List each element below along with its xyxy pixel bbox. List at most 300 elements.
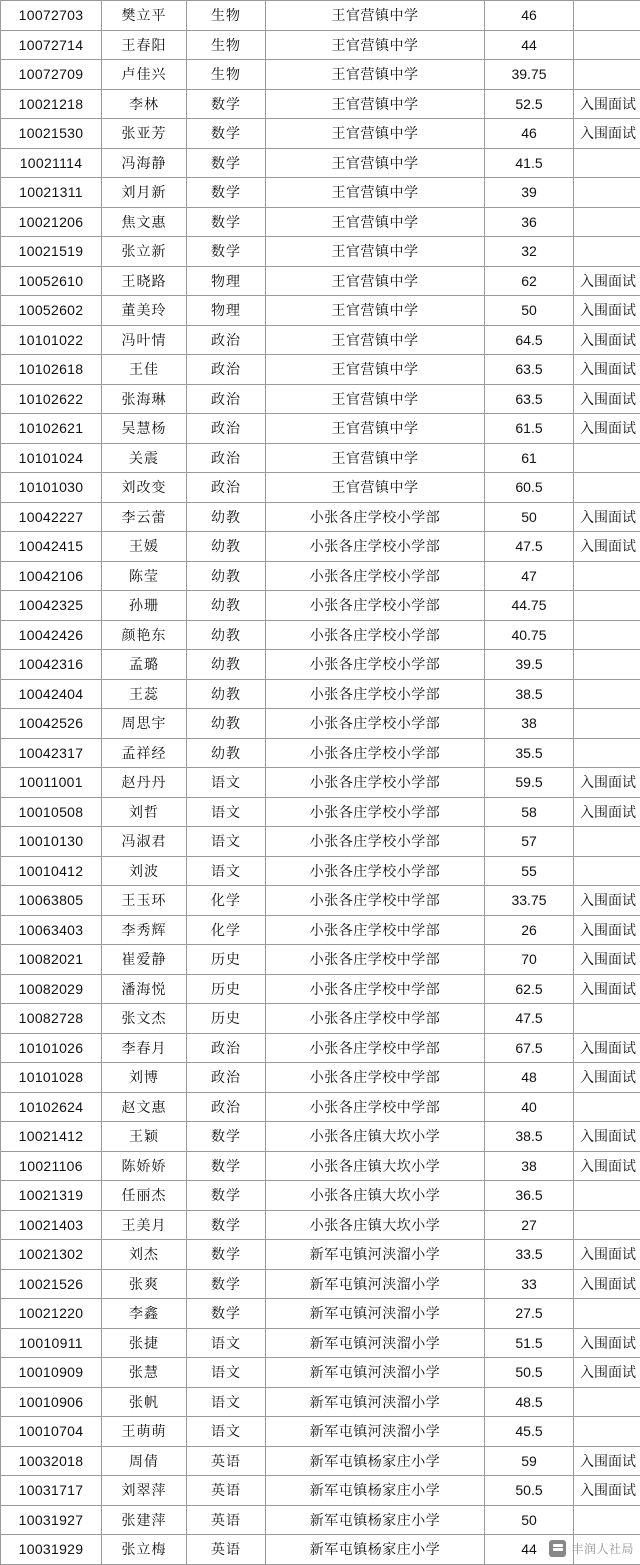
cell-school: 小张各庄镇大坎小学 <box>266 1122 485 1152</box>
cell-score: 48.5 <box>485 1387 574 1417</box>
cell-school: 小张各庄学校小学部 <box>266 856 485 886</box>
cell-score: 32 <box>485 237 574 267</box>
cell-exam-id: 10082728 <box>1 1004 102 1034</box>
cell-name: 张海琳 <box>102 384 187 414</box>
cell-exam-id: 10101030 <box>1 473 102 503</box>
watermark-label: 丰润人社局 <box>571 1540 634 1557</box>
table-row <box>1 945 640 975</box>
cell-school: 小张各庄镇大坎小学 <box>266 1181 485 1211</box>
cell-score: 38 <box>485 709 574 739</box>
cell-school: 新军屯镇杨家庄小学 <box>266 1535 485 1565</box>
cell-name: 李春月 <box>102 1033 187 1063</box>
table-row <box>1 1004 640 1034</box>
cell-exam-id: 10021218 <box>1 89 102 119</box>
table-row <box>1 650 640 680</box>
cell-score: 58 <box>485 797 574 827</box>
cell-school: 新军屯镇河浃溜小学 <box>266 1387 485 1417</box>
cell-subject: 数学 <box>187 1151 266 1181</box>
cell-result <box>574 1 640 31</box>
cell-name: 王春阳 <box>102 30 187 60</box>
table-row <box>1 738 640 768</box>
cell-exam-id: 10032018 <box>1 1446 102 1476</box>
cell-school: 小张各庄学校小学部 <box>266 620 485 650</box>
cell-name: 冯海静 <box>102 148 187 178</box>
cell-result: 入围面试 <box>574 1122 640 1152</box>
cell-result <box>574 1387 640 1417</box>
cell-score: 50.5 <box>485 1476 574 1506</box>
cell-school: 小张各庄学校小学部 <box>266 502 485 532</box>
cell-score: 33.75 <box>485 886 574 916</box>
table-row <box>1 1505 640 1535</box>
cell-exam-id: 10102621 <box>1 414 102 444</box>
cell-subject: 幼教 <box>187 738 266 768</box>
cell-exam-id: 10021412 <box>1 1122 102 1152</box>
cell-name: 吴慧杨 <box>102 414 187 444</box>
table-row <box>1 709 640 739</box>
cell-exam-id: 10042317 <box>1 738 102 768</box>
cell-subject: 幼教 <box>187 591 266 621</box>
cell-score: 38 <box>485 1151 574 1181</box>
cell-result <box>574 591 640 621</box>
cell-exam-id: 10072714 <box>1 30 102 60</box>
table-row <box>1 178 640 208</box>
cell-exam-id: 10101024 <box>1 443 102 473</box>
cell-result: 入围面试 <box>574 1033 640 1063</box>
cell-result <box>574 443 640 473</box>
cell-result: 入围面试 <box>574 89 640 119</box>
cell-exam-id: 10101026 <box>1 1033 102 1063</box>
cell-school: 王官营镇中学 <box>266 60 485 90</box>
cell-score: 39.5 <box>485 650 574 680</box>
cell-subject: 数学 <box>187 1181 266 1211</box>
cell-exam-id: 10042404 <box>1 679 102 709</box>
cell-name: 王玉环 <box>102 886 187 916</box>
cell-name: 张慧 <box>102 1358 187 1388</box>
table-row <box>1 1 640 31</box>
table-row <box>1 60 640 90</box>
cell-school: 小张各庄学校中学部 <box>266 915 485 945</box>
table-row <box>1 915 640 945</box>
cell-score: 38.5 <box>485 1122 574 1152</box>
cell-score: 61 <box>485 443 574 473</box>
cell-school: 王官营镇中学 <box>266 325 485 355</box>
cell-result <box>574 738 640 768</box>
cell-result: 入围面试 <box>574 325 640 355</box>
cell-score: 55 <box>485 856 574 886</box>
cell-score: 44 <box>485 30 574 60</box>
cell-exam-id: 10101022 <box>1 325 102 355</box>
cell-result <box>574 620 640 650</box>
table-row <box>1 237 640 267</box>
cell-score: 63.5 <box>485 355 574 385</box>
cell-subject: 政治 <box>187 325 266 355</box>
cell-subject: 政治 <box>187 355 266 385</box>
table-row <box>1 1269 640 1299</box>
cell-name: 刘波 <box>102 856 187 886</box>
cell-result <box>574 1004 640 1034</box>
cell-school: 王官营镇中学 <box>266 1 485 31</box>
cell-name: 孟祥经 <box>102 738 187 768</box>
cell-score: 36.5 <box>485 1181 574 1211</box>
cell-result <box>574 148 640 178</box>
cell-subject: 政治 <box>187 473 266 503</box>
cell-result <box>574 207 640 237</box>
cell-result <box>574 709 640 739</box>
table-row <box>1 532 640 562</box>
cell-score: 51.5 <box>485 1328 574 1358</box>
cell-subject: 物理 <box>187 296 266 326</box>
cell-result <box>574 856 640 886</box>
cell-subject: 幼教 <box>187 650 266 680</box>
cell-school: 新军屯镇杨家庄小学 <box>266 1476 485 1506</box>
cell-exam-id: 10102622 <box>1 384 102 414</box>
cell-name: 赵文惠 <box>102 1092 187 1122</box>
cell-subject: 语文 <box>187 1417 266 1447</box>
cell-school: 小张各庄学校小学部 <box>266 532 485 562</box>
cell-school: 王官营镇中学 <box>266 237 485 267</box>
cell-school: 新军屯镇河浃溜小学 <box>266 1358 485 1388</box>
cell-subject: 数学 <box>187 1269 266 1299</box>
cell-school: 王官营镇中学 <box>266 89 485 119</box>
cell-school: 小张各庄学校小学部 <box>266 797 485 827</box>
table-row <box>1 1535 640 1565</box>
table-row <box>1 1033 640 1063</box>
cell-subject: 数学 <box>187 119 266 149</box>
cell-exam-id: 10021526 <box>1 1269 102 1299</box>
table-row <box>1 1328 640 1358</box>
table-row <box>1 1476 640 1506</box>
cell-name: 刘杰 <box>102 1240 187 1270</box>
cell-exam-id: 10063805 <box>1 886 102 916</box>
cell-name: 王萌萌 <box>102 1417 187 1447</box>
table-row <box>1 1210 640 1240</box>
cell-result: 入围面试 <box>574 532 640 562</box>
cell-exam-id: 10021319 <box>1 1181 102 1211</box>
cell-school: 新军屯镇河浃溜小学 <box>266 1417 485 1447</box>
cell-subject: 语文 <box>187 1328 266 1358</box>
table-row <box>1 89 640 119</box>
cell-exam-id: 10042325 <box>1 591 102 621</box>
cell-school: 王官营镇中学 <box>266 296 485 326</box>
table-row <box>1 768 640 798</box>
cell-score: 39 <box>485 178 574 208</box>
cell-score: 26 <box>485 915 574 945</box>
cell-exam-id: 10031717 <box>1 1476 102 1506</box>
cell-name: 张建萍 <box>102 1505 187 1535</box>
cell-result: 入围面试 <box>574 1240 640 1270</box>
table-row <box>1 355 640 385</box>
cell-result: 入围面试 <box>574 1446 640 1476</box>
cell-name: 张文杰 <box>102 1004 187 1034</box>
cell-name: 张捷 <box>102 1328 187 1358</box>
table-row <box>1 266 640 296</box>
cell-score: 40 <box>485 1092 574 1122</box>
cell-exam-id: 10052610 <box>1 266 102 296</box>
cell-exam-id: 10102618 <box>1 355 102 385</box>
cell-score: 44.75 <box>485 591 574 621</box>
cell-exam-id: 10021519 <box>1 237 102 267</box>
cell-name: 王美月 <box>102 1210 187 1240</box>
cell-school: 王官营镇中学 <box>266 30 485 60</box>
cell-exam-id: 10010412 <box>1 856 102 886</box>
cell-result: 入围面试 <box>574 1476 640 1506</box>
cell-name: 王媛 <box>102 532 187 562</box>
cell-subject: 政治 <box>187 414 266 444</box>
cell-name: 潘海悦 <box>102 974 187 1004</box>
table-row <box>1 1387 640 1417</box>
cell-score: 44 <box>485 1535 574 1565</box>
cell-subject: 政治 <box>187 1092 266 1122</box>
cell-school: 小张各庄学校中学部 <box>266 1063 485 1093</box>
cell-score: 33.5 <box>485 1240 574 1270</box>
table-row <box>1 974 640 1004</box>
cell-school: 小张各庄学校小学部 <box>266 738 485 768</box>
cell-name: 刘博 <box>102 1063 187 1093</box>
cell-exam-id: 10011001 <box>1 768 102 798</box>
watermark-logo-icon <box>549 1540 566 1557</box>
cell-score: 48 <box>485 1063 574 1093</box>
cell-name: 张帆 <box>102 1387 187 1417</box>
table-row <box>1 679 640 709</box>
cell-exam-id: 10052602 <box>1 296 102 326</box>
cell-name: 王晓路 <box>102 266 187 296</box>
cell-result: 入围面试 <box>574 355 640 385</box>
cell-result <box>574 30 640 60</box>
cell-subject: 数学 <box>187 1122 266 1152</box>
cell-subject: 语文 <box>187 768 266 798</box>
cell-name: 刘哲 <box>102 797 187 827</box>
cell-name: 王颖 <box>102 1122 187 1152</box>
cell-school: 新军屯镇河浃溜小学 <box>266 1328 485 1358</box>
cell-subject: 数学 <box>187 1240 266 1270</box>
cell-result: 入围面试 <box>574 266 640 296</box>
cell-exam-id: 10102624 <box>1 1092 102 1122</box>
cell-result <box>574 679 640 709</box>
cell-name: 任丽杰 <box>102 1181 187 1211</box>
cell-subject: 政治 <box>187 443 266 473</box>
cell-school: 小张各庄学校小学部 <box>266 591 485 621</box>
cell-exam-id: 10021106 <box>1 1151 102 1181</box>
cell-subject: 数学 <box>187 148 266 178</box>
cell-exam-id: 10010906 <box>1 1387 102 1417</box>
cell-name: 王蕊 <box>102 679 187 709</box>
cell-name: 张爽 <box>102 1269 187 1299</box>
table-row <box>1 1122 640 1152</box>
cell-school: 新军屯镇河浃溜小学 <box>266 1269 485 1299</box>
cell-subject: 生物 <box>187 30 266 60</box>
cell-exam-id: 10031927 <box>1 1505 102 1535</box>
cell-result <box>574 1210 640 1240</box>
cell-name: 陈娇娇 <box>102 1151 187 1181</box>
cell-subject: 英语 <box>187 1446 266 1476</box>
cell-score: 61.5 <box>485 414 574 444</box>
table-row <box>1 1063 640 1093</box>
cell-exam-id: 10021530 <box>1 119 102 149</box>
table-row <box>1 414 640 444</box>
cell-result <box>574 237 640 267</box>
table-row <box>1 1446 640 1476</box>
cell-subject: 政治 <box>187 1063 266 1093</box>
cell-result: 入围面试 <box>574 974 640 1004</box>
table-row <box>1 886 640 916</box>
cell-exam-id: 10072703 <box>1 1 102 31</box>
table-row <box>1 1417 640 1447</box>
cell-exam-id: 10042106 <box>1 561 102 591</box>
cell-result: 入围面试 <box>574 945 640 975</box>
cell-subject: 语文 <box>187 856 266 886</box>
cell-score: 52.5 <box>485 89 574 119</box>
cell-name: 刘改变 <box>102 473 187 503</box>
cell-school: 小张各庄学校中学部 <box>266 945 485 975</box>
cell-result: 入围面试 <box>574 502 640 532</box>
cell-school: 小张各庄学校小学部 <box>266 768 485 798</box>
cell-name: 李鑫 <box>102 1299 187 1329</box>
cell-name: 赵丹丹 <box>102 768 187 798</box>
cell-school: 王官营镇中学 <box>266 443 485 473</box>
cell-result <box>574 473 640 503</box>
cell-subject: 幼教 <box>187 561 266 591</box>
cell-exam-id: 10010704 <box>1 1417 102 1447</box>
cell-school: 小张各庄学校小学部 <box>266 709 485 739</box>
cell-school: 小张各庄学校中学部 <box>266 1033 485 1063</box>
cell-score: 62.5 <box>485 974 574 1004</box>
cell-subject: 历史 <box>187 1004 266 1034</box>
table-row <box>1 30 640 60</box>
cell-score: 27.5 <box>485 1299 574 1329</box>
cell-exam-id: 10082029 <box>1 974 102 1004</box>
cell-school: 小张各庄镇大坎小学 <box>266 1151 485 1181</box>
table-row <box>1 502 640 532</box>
cell-subject: 英语 <box>187 1505 266 1535</box>
cell-subject: 政治 <box>187 384 266 414</box>
table-row <box>1 1151 640 1181</box>
cell-score: 39.75 <box>485 60 574 90</box>
cell-name: 关震 <box>102 443 187 473</box>
cell-result <box>574 1299 640 1329</box>
cell-school: 小张各庄学校中学部 <box>266 974 485 1004</box>
cell-score: 60.5 <box>485 473 574 503</box>
cell-exam-id: 10021220 <box>1 1299 102 1329</box>
table-row <box>1 384 640 414</box>
cell-name: 孟璐 <box>102 650 187 680</box>
cell-name: 崔爱静 <box>102 945 187 975</box>
cell-name: 卢佳兴 <box>102 60 187 90</box>
cell-exam-id: 10010508 <box>1 797 102 827</box>
table-row <box>1 119 640 149</box>
cell-school: 王官营镇中学 <box>266 119 485 149</box>
cell-result: 入围面试 <box>574 768 640 798</box>
cell-exam-id: 10010909 <box>1 1358 102 1388</box>
table-row <box>1 1092 640 1122</box>
cell-subject: 英语 <box>187 1476 266 1506</box>
table-row <box>1 473 640 503</box>
cell-name: 颜艳东 <box>102 620 187 650</box>
cell-score: 40.75 <box>485 620 574 650</box>
table-row <box>1 148 640 178</box>
cell-name: 董美玲 <box>102 296 187 326</box>
cell-school: 小张各庄学校中学部 <box>266 1004 485 1034</box>
cell-exam-id: 10042316 <box>1 650 102 680</box>
cell-exam-id: 10042426 <box>1 620 102 650</box>
cell-exam-id: 10010911 <box>1 1328 102 1358</box>
table-row <box>1 856 640 886</box>
cell-name: 孙珊 <box>102 591 187 621</box>
cell-subject: 语文 <box>187 797 266 827</box>
cell-score: 47.5 <box>485 532 574 562</box>
cell-result: 入围面试 <box>574 384 640 414</box>
table-row <box>1 797 640 827</box>
cell-school: 小张各庄学校小学部 <box>266 561 485 591</box>
cell-subject: 幼教 <box>187 679 266 709</box>
cell-score: 70 <box>485 945 574 975</box>
cell-school: 王官营镇中学 <box>266 355 485 385</box>
cell-result <box>574 1505 640 1535</box>
table-row <box>1 591 640 621</box>
cell-score: 36 <box>485 207 574 237</box>
cell-school: 新军屯镇杨家庄小学 <box>266 1446 485 1476</box>
cell-score: 59 <box>485 1446 574 1476</box>
cell-result <box>574 561 640 591</box>
cell-subject: 数学 <box>187 178 266 208</box>
cell-result: 入围面试 <box>574 1328 640 1358</box>
cell-name: 张亚芳 <box>102 119 187 149</box>
cell-subject: 数学 <box>187 89 266 119</box>
cell-result: 入围面试 <box>574 119 640 149</box>
table-row <box>1 1240 640 1270</box>
cell-exam-id: 10042415 <box>1 532 102 562</box>
cell-result: 入围面试 <box>574 915 640 945</box>
table-row <box>1 1181 640 1211</box>
table-body <box>1 1 640 1565</box>
cell-score: 57 <box>485 827 574 857</box>
cell-exam-id: 10082021 <box>1 945 102 975</box>
cell-school: 新军屯镇河浃溜小学 <box>266 1299 485 1329</box>
cell-school: 王官营镇中学 <box>266 266 485 296</box>
cell-result: 入围面试 <box>574 1358 640 1388</box>
cell-score: 47.5 <box>485 1004 574 1034</box>
cell-name: 张立新 <box>102 237 187 267</box>
cell-score: 27 <box>485 1210 574 1240</box>
table-row <box>1 1299 640 1329</box>
cell-subject: 数学 <box>187 1299 266 1329</box>
cell-name: 李秀辉 <box>102 915 187 945</box>
cell-subject: 数学 <box>187 237 266 267</box>
cell-result: 入围面试 <box>574 886 640 916</box>
cell-name: 李云蕾 <box>102 502 187 532</box>
cell-subject: 历史 <box>187 945 266 975</box>
cell-name: 周思宇 <box>102 709 187 739</box>
cell-subject: 数学 <box>187 207 266 237</box>
cell-name: 冯叶情 <box>102 325 187 355</box>
cell-subject: 历史 <box>187 974 266 1004</box>
cell-exam-id: 10101028 <box>1 1063 102 1093</box>
cell-exam-id: 10021114 <box>1 148 102 178</box>
cell-school: 王官营镇中学 <box>266 178 485 208</box>
cell-exam-id: 10010130 <box>1 827 102 857</box>
cell-school: 小张各庄学校中学部 <box>266 886 485 916</box>
cell-school: 小张各庄学校小学部 <box>266 679 485 709</box>
cell-score: 45.5 <box>485 1417 574 1447</box>
cell-school: 小张各庄镇大坎小学 <box>266 1210 485 1240</box>
cell-exam-id: 10021206 <box>1 207 102 237</box>
cell-school: 王官营镇中学 <box>266 148 485 178</box>
cell-score: 46 <box>485 1 574 31</box>
cell-name: 刘翠萍 <box>102 1476 187 1506</box>
table-row <box>1 827 640 857</box>
cell-school: 小张各庄学校中学部 <box>266 1092 485 1122</box>
cell-score: 67.5 <box>485 1033 574 1063</box>
cell-subject: 化学 <box>187 915 266 945</box>
